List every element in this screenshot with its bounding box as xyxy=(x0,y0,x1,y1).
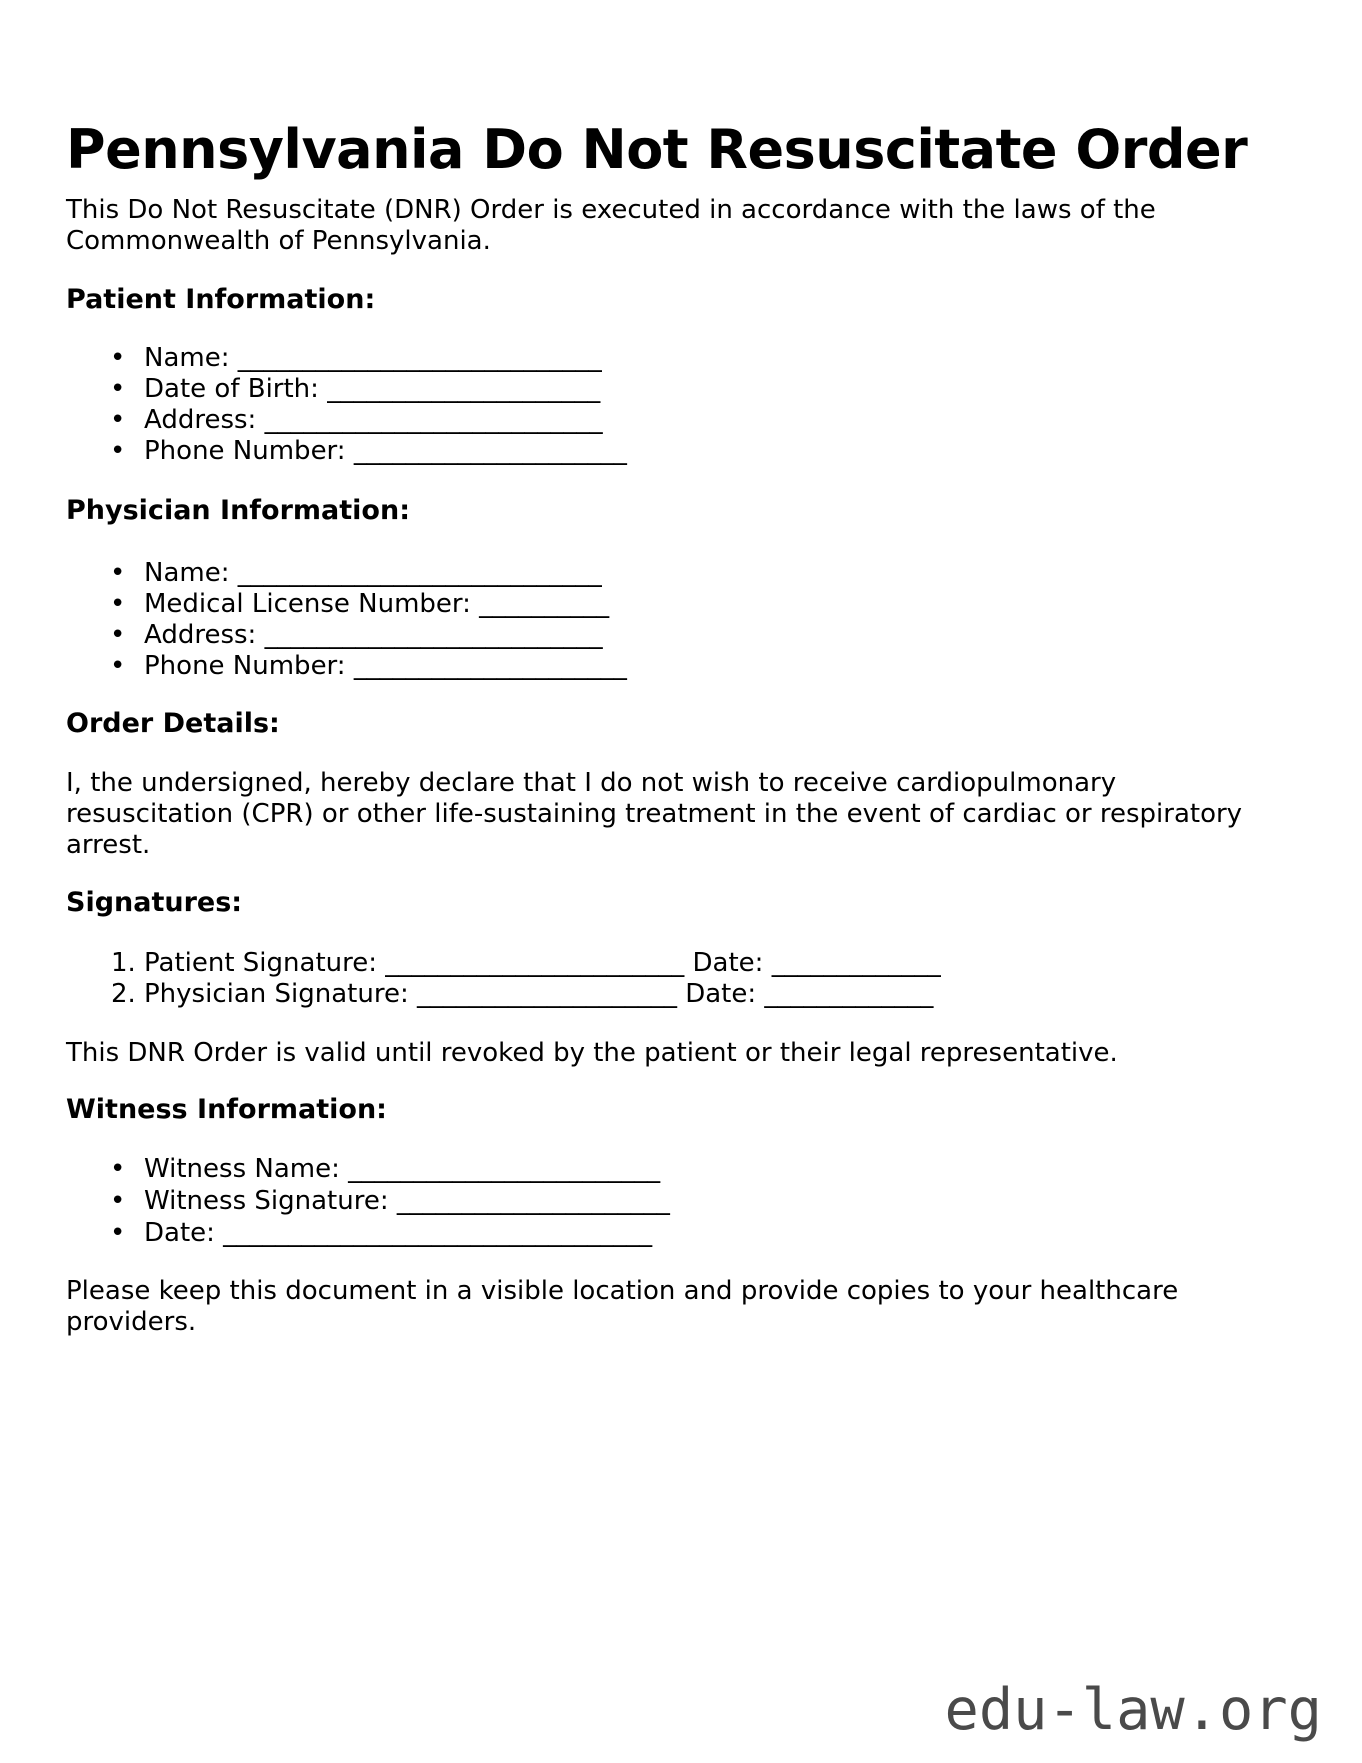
list-item xyxy=(66,374,1316,405)
patient-signature-date-blank: _____________ xyxy=(771,948,941,978)
order-details-heading: Order Details: xyxy=(66,708,280,739)
list-item xyxy=(66,589,1316,620)
bullet-icon: • xyxy=(110,1154,126,1184)
document-title: Pennsylvania Do Not Resuscitate Order xyxy=(66,118,1248,182)
witness-signature-blank: _____________________ xyxy=(396,1186,670,1216)
witness-signature-label: Witness Signature: xyxy=(144,1186,397,1216)
list-item xyxy=(66,651,1316,682)
bullet-icon: • xyxy=(110,589,126,619)
list-item xyxy=(66,1153,1316,1185)
list-item xyxy=(66,558,1316,589)
physician-signature-label: Physician Signature: xyxy=(144,979,417,1009)
patient-address-label: Address: xyxy=(144,405,265,435)
order-details-line-2: resuscitation (CPR) or other life-sustaining treatment in the event of cardiac or respiratory xyxy=(66,799,1243,829)
physician-signature-date-blank: _____________ xyxy=(764,979,934,1009)
bullet-icon: • xyxy=(110,1186,126,1216)
witness-name-blank: ________________________ xyxy=(348,1154,661,1184)
bullet-icon: • xyxy=(110,558,126,588)
physician-license-label: Medical License Number: xyxy=(144,589,480,619)
footer-paragraph xyxy=(66,1276,1316,1338)
list-item xyxy=(66,343,1316,374)
patient-name-label: Name: xyxy=(144,343,238,373)
physician-license-blank: __________ xyxy=(479,589,610,619)
list-item xyxy=(66,979,1316,1010)
patient-phone-blank: _____________________ xyxy=(353,436,627,466)
signatures-heading: Signatures: xyxy=(66,887,243,918)
order-details-line-1: I, the undersigned, hereby declare that I do not wish to receive cardiopulmonary xyxy=(66,768,1117,798)
intro-line-1: This Do Not Resuscitate (DNR) Order is executed in accordance with the laws of the xyxy=(66,195,1156,225)
list-item xyxy=(66,436,1316,467)
physician-information-list xyxy=(66,558,1316,682)
witness-information-list xyxy=(66,1153,1316,1249)
physician-address-blank: __________________________ xyxy=(264,620,603,650)
patient-information-list xyxy=(66,343,1316,467)
signatures-list xyxy=(66,948,1316,1010)
intro-line-2: Commonwealth of Pennsylvania. xyxy=(66,226,491,256)
physician-phone-blank: _____________________ xyxy=(353,651,627,681)
patient-dob-label: Date of Birth: xyxy=(144,374,328,404)
witness-date-blank: _________________________________ xyxy=(223,1218,653,1248)
bullet-icon: • xyxy=(110,1218,126,1248)
patient-signature-label: Patient Signature: xyxy=(144,948,386,978)
footer-line-2: providers. xyxy=(66,1307,197,1337)
patient-information-heading: Patient Information: xyxy=(66,284,376,315)
physician-address-label: Address: xyxy=(144,620,265,650)
list-item xyxy=(66,1217,1316,1249)
list-number: 1. xyxy=(111,948,136,978)
order-details-paragraph xyxy=(66,768,1316,861)
footer-line-1: Please keep this document in a visible location and provide copies to your healthcare xyxy=(66,1276,1179,1306)
list-item xyxy=(66,405,1316,436)
physician-phone-label: Phone Number: xyxy=(144,651,354,681)
physician-name-label: Name: xyxy=(144,558,238,588)
list-number: 2. xyxy=(111,979,136,1009)
validity-statement: This DNR Order is valid until revoked by the patient or their legal representative. xyxy=(66,1038,1118,1068)
physician-signature-blank: ____________________ xyxy=(416,979,677,1009)
physician-name-blank: ____________________________ xyxy=(237,558,602,588)
patient-name-blank: ____________________________ xyxy=(237,343,602,373)
bullet-icon: • xyxy=(110,374,126,404)
physician-signature-date-label: Date: xyxy=(676,979,765,1009)
bullet-icon: • xyxy=(110,405,126,435)
patient-phone-label: Phone Number: xyxy=(144,436,354,466)
intro-paragraph xyxy=(66,195,1316,257)
list-item xyxy=(66,620,1316,651)
list-item xyxy=(66,948,1316,979)
patient-signature-blank: _______________________ xyxy=(385,948,685,978)
witness-date-label: Date: xyxy=(144,1218,224,1248)
bullet-icon: • xyxy=(110,651,126,681)
bullet-icon: • xyxy=(110,343,126,373)
physician-information-heading: Physician Information: xyxy=(66,495,410,526)
edu-law-watermark: edu-law.org xyxy=(944,1677,1322,1743)
bullet-icon: • xyxy=(110,620,126,650)
patient-dob-blank: _____________________ xyxy=(327,374,601,404)
patient-address-blank: __________________________ xyxy=(264,405,603,435)
list-item xyxy=(66,1185,1316,1217)
witness-information-heading: Witness Information: xyxy=(66,1094,387,1125)
patient-signature-date-label: Date: xyxy=(684,948,772,978)
witness-name-label: Witness Name: xyxy=(144,1154,349,1184)
bullet-icon: • xyxy=(110,436,126,466)
order-details-line-3: arrest. xyxy=(66,830,151,860)
